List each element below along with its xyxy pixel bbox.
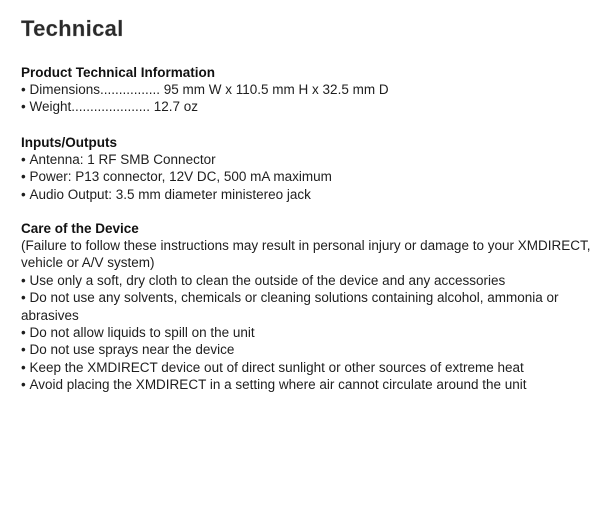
product-technical-section xyxy=(21,64,593,116)
power-item: • Power: P13 connector, 12V DC, 500 mA maximum xyxy=(21,168,593,185)
inputs-outputs-heading: Inputs/Outputs xyxy=(21,135,117,150)
care-item-no-solvents: • Do not use any solvents, chemicals or cleaning solutions containing alcohol, ammonia or abrasives xyxy=(21,289,593,324)
care-of-device-section xyxy=(21,220,593,394)
product-technical-heading: Product Technical Information xyxy=(21,65,216,80)
care-item-no-sunlight: • Keep the XMDIRECT device out of direct sunlight or other sources of extreme heat xyxy=(21,359,593,376)
audio-output-item: • Audio Output: 3.5 mm diameter ministereo jack xyxy=(21,186,593,203)
care-item-no-sprays: • Do not use sprays near the device xyxy=(21,341,593,358)
inputs-outputs-section xyxy=(21,134,593,203)
weight-item: • Weight..................... 12.7 oz xyxy=(21,98,593,115)
dimensions-item: • Dimensions................ 95 mm W x 110.5 mm H x 32.5 mm D xyxy=(21,81,593,98)
care-warning-intro: (Failure to follow these instructions may result in personal injury or damage to your XMDIRECT, vehicle or A/V system) xyxy=(21,238,591,271)
care-item-soft-cloth: • Use only a soft, dry cloth to clean the outside of the device and any accessories xyxy=(21,272,593,289)
page-title: Technical xyxy=(21,16,124,41)
care-of-device-heading: Care of the Device xyxy=(21,221,139,236)
care-item-no-liquids: • Do not allow liquids to spill on the unit xyxy=(21,324,593,341)
antenna-item: • Antenna: 1 RF SMB Connector xyxy=(21,151,593,168)
care-item-air-circulation: • Avoid placing the XMDIRECT in a setting where air cannot circulate around the unit xyxy=(21,376,593,393)
